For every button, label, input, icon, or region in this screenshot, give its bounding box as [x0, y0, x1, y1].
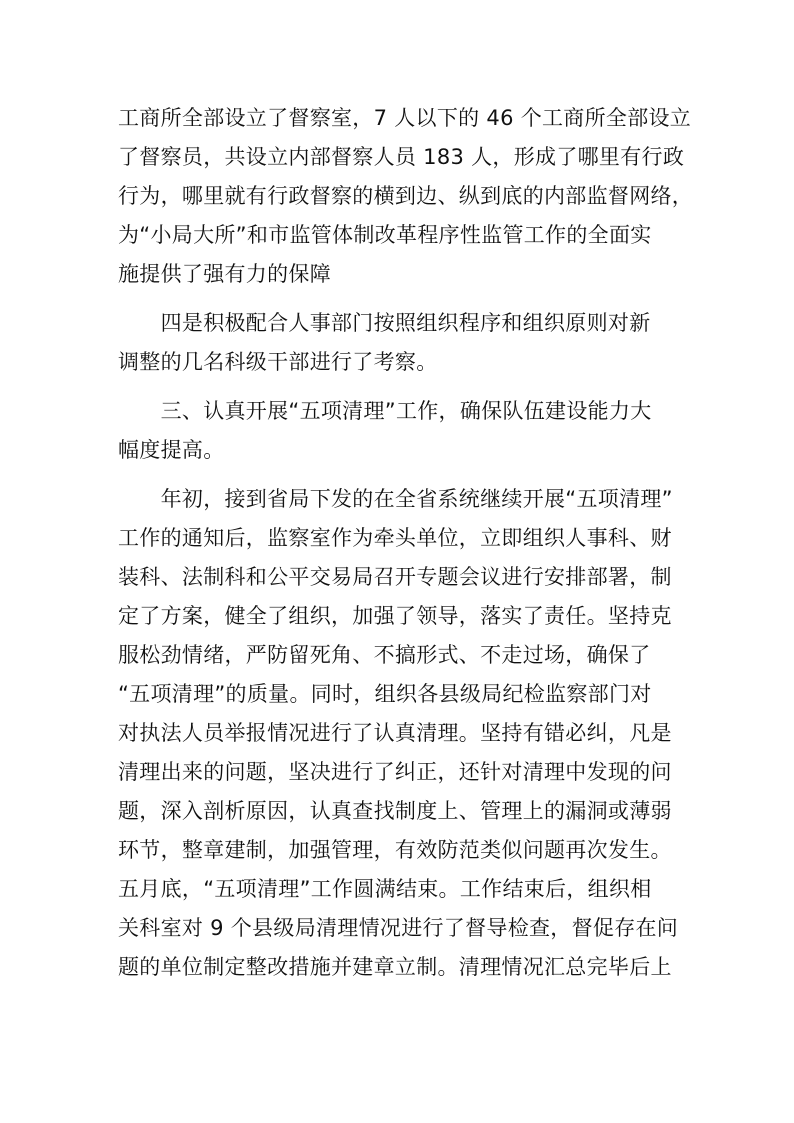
text-line: “五项清理”的质量。同时，组织各县级局纪检监察部门对: [118, 682, 652, 706]
text-line: 对执法人员举报情况进行了认真清理。坚持有错必纠，凡是: [118, 721, 672, 745]
text-line: 为“小局大所”和市监管体制改革程序性监管工作的全面实: [118, 223, 652, 247]
text-line: 工作的通知后，监察室作为牵头单位，立即组织人事科、财: [118, 526, 672, 550]
text-line: 环节，整章建制，加强管理，有效防范类似问题再次发生。: [118, 838, 672, 862]
text-line: 了督察员，共设立内部督察人员 183 人，形成了哪里有行政: [118, 145, 685, 169]
text-line: 行为，哪里就有行政督察的横到边、纵到底的内部监督网络，: [118, 184, 694, 208]
text-line: 装科、法制科和公平交易局召开专题会议进行安排部署，制: [118, 565, 672, 589]
text-line: 服松劲情绪，严防留死角、不搞形式、不走过场，确保了: [118, 643, 651, 667]
text-line: 调整的几名科级干部进行了考察。: [118, 350, 438, 374]
text-line: 四是积极配合人事部门按照组织程序和组织原则对新: [118, 311, 651, 335]
text-line: 三、认真开展“五项清理”工作，确保队伍建设能力大: [118, 399, 652, 423]
text-line: 幅度提高。: [118, 438, 225, 462]
text-line: 施提供了强有力的保障: [118, 262, 331, 286]
text-line: 定了方案，健全了组织，加强了领导，落实了责任。坚持克: [118, 604, 672, 628]
text-line: 五月底，“五项清理”工作圆满结束。工作结束后，组织相: [118, 877, 652, 901]
text-line: 关科室对 9 个县级局清理情况进行了督导检查，督促存在问: [118, 916, 679, 940]
text-line: 年初，接到省局下发的在全省系统继续开展“五项清理”: [118, 487, 673, 511]
text-line: 清理出来的问题，坚决进行了纠正，还针对清理中发现的问: [118, 760, 672, 784]
text-line: 工商所全部设立了督察室，7 人以下的 46 个工商所全部设立: [118, 106, 692, 130]
text-line: 题的单位制定整改措施并建章立制。清理情况汇总完毕后上: [118, 955, 672, 979]
text-line: 题，深入剖析原因，认真查找制度上、管理上的漏洞或薄弱: [118, 799, 672, 823]
